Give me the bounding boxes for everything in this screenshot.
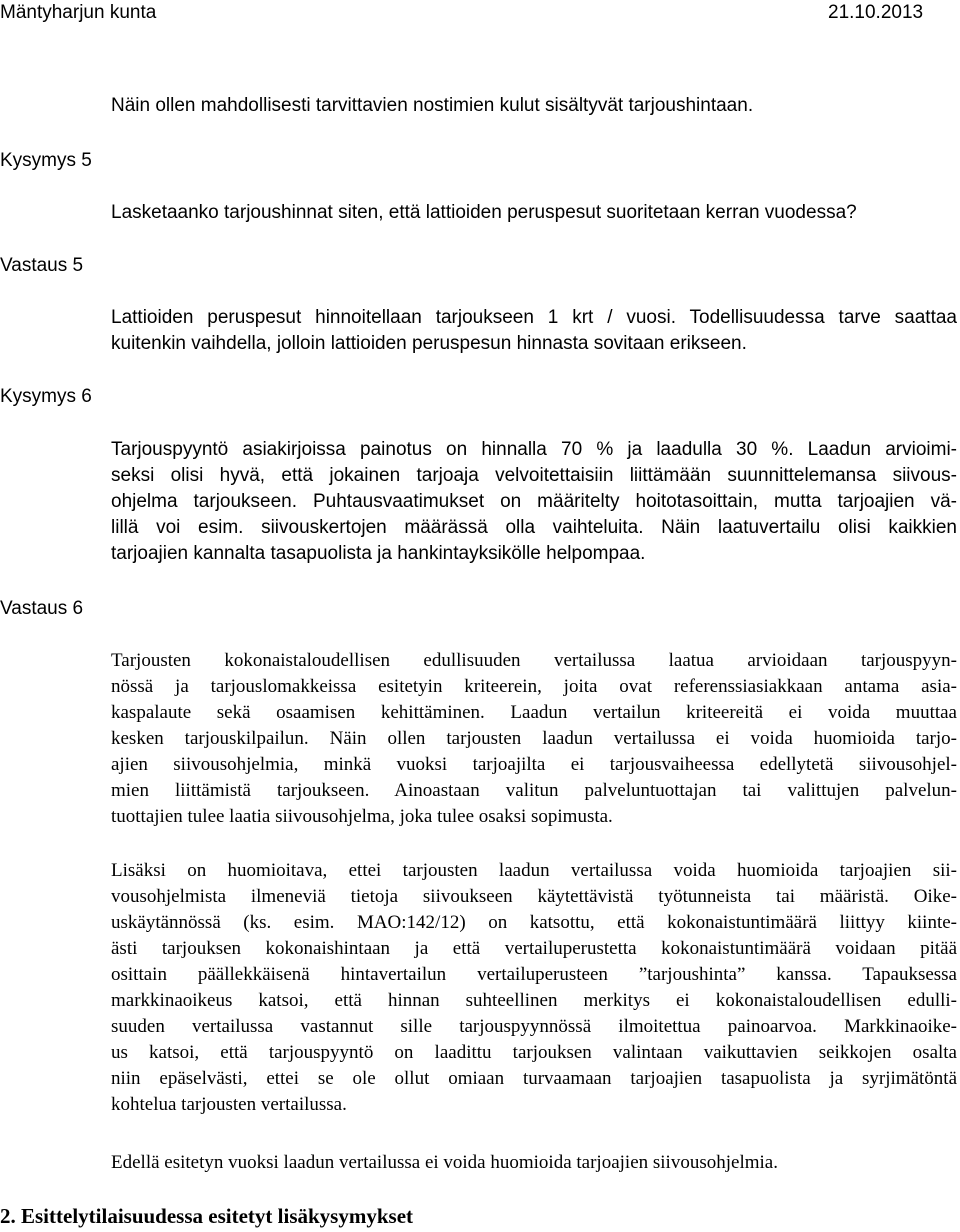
question-6-line: seksi olisi hyvä, että jokainen tarjoaja velvoitettaisiin liittämään suunnittelemansa siivous- (111, 465, 957, 486)
answer-6-line: kohtelua tarjousten vertailussa. (111, 1094, 347, 1115)
question-6-line: tarjoajien kannalta tasapuolista ja hankintayksikölle helpompaa. (111, 543, 646, 564)
answer-6-line: ajien siivousohjelmia, minkä vuoksi tarjoajilta ei tarjousvaiheessa edellytetä siivousohjel- (111, 754, 957, 775)
answer-6-line: nössä ja tarjouslomakkeissa esitetyin kriteerein, joita ovat referenssiasiakkaan antama asia- (111, 676, 957, 697)
answer-6-paragraph-3: Edellä esitetyn vuoksi laadun vertailussa ei voida huomioida tarjoajien siivousohjelmia. (111, 1152, 778, 1173)
question-6-line: lillä voi esim. siivouskertojen määrässä olla vaihteluita. Näin laatuvertailu olisi kaikkien (111, 517, 957, 538)
answer-5-line: kuitenkin vaihdella, jolloin lattioiden peruspesun hinnasta sovitaan erikseen. (111, 333, 747, 354)
answer-6-line: ästi tarjouksen kokonaishintaan ja että vertailuperustetta kokonaistuntimäärä voidaan pitää (111, 938, 957, 959)
answer-6-line: Tarjousten kokonaistaloudellisen edullisuuden vertailussa laatua arvioidaan tarjouspyyn- (111, 650, 957, 671)
header-date: 21.10.2013 (828, 2, 924, 23)
question-6-line: Tarjouspyyntö asiakirjoissa painotus on hinnalla 70 % ja laadulla 30 %. Laadun arvioimi- (111, 439, 957, 460)
answer-6-line: vousohjelmista ilmeneviä tietoja siivoukseen käytettävistä työtunneista tai määristä. Oike- (111, 886, 957, 907)
answer-6-paragraph-1 (111, 648, 957, 830)
answer-6-paragraph-2 (111, 858, 957, 1118)
answer-6-line: kaspalaute sekä osaamisen kehittäminen. Laadun vertailun kriteereitä ei voida muuttaa (111, 702, 957, 723)
label-kysymys-5: Kysymys 5 (0, 150, 92, 171)
question-5-text: Lasketaanko tarjoushinnat siten, että lattioiden peruspesut suoritetaan kerran vuodessa? (111, 202, 857, 223)
answer-6-line: mien liittämistä tarjoukseen. Ainoastaan valitun palveluntuottajan tai valittujen palvelun- (111, 780, 957, 801)
answer-6-line: us katsoi, että tarjouspyyntö on laadittu tarjouksen valintaan vaikuttavien seikkojen osalta (111, 1042, 957, 1063)
question-6-line: ohjelma tarjoukseen. Puhtausvaatimukset on määritelty hoitotasoittain, mutta tarjoajien vä- (111, 491, 957, 512)
question-6-text (111, 437, 957, 567)
answer-6-line: niin epäselvästi, ettei se ole ollut omiaan turvaamaan tarjoajien tasapuolista ja syrjimätöntä (111, 1068, 957, 1089)
answer-6-line: uskäytännössä (ks. esim. MAO:142/12) on katsottu, että kokonaistuntimäärä liittyy kiinte- (111, 912, 957, 933)
answer-6-line: kesken tarjouskilpailun. Näin ollen tarjousten laadun vertailussa ei voida huomioida tarjo- (111, 728, 957, 749)
answer-5-text (111, 305, 957, 357)
label-kysymys-6: Kysymys 6 (0, 386, 92, 407)
answer-6-line: suuden vertailussa vastannut sille tarjouspyynnössä ilmoitettua painoarvoa. Markkinaoike- (111, 1016, 957, 1037)
label-vastaus-6: Vastaus 6 (0, 598, 84, 619)
answer-6-line: markkinaoikeus katsoi, että hinnan suhteellinen merkitys ei kokonaistaloudellisen edulli- (111, 990, 957, 1011)
header-left: Mäntyharjun kunta (0, 2, 157, 23)
intro-text: Näin ollen mahdollisesti tarvittavien nostimien kulut sisältyvät tarjoushintaan. (111, 95, 754, 116)
answer-6-line: Lisäksi on huomioitava, ettei tarjousten laadun vertailussa voida huomioida tarjoajien sii- (111, 860, 957, 881)
label-vastaus-5: Vastaus 5 (0, 255, 84, 276)
answer-5-line: Lattioiden peruspesut hinnoitellaan tarjoukseen 1 krt / vuosi. Todellisuudessa tarve saattaa (111, 307, 957, 328)
answer-6-line: osittain päällekkäisenä hintavertailun vertailuperusteen ”tarjoushinta” kanssa. Tapauksessa (111, 964, 957, 985)
section-2-heading: 2. Esittelytilaisuudessa esitetyt lisäkysymykset (0, 1204, 414, 1228)
answer-6-line: tuottajien tulee laatia siivousohjelma, joka tulee osaksi sopimusta. (111, 806, 613, 827)
